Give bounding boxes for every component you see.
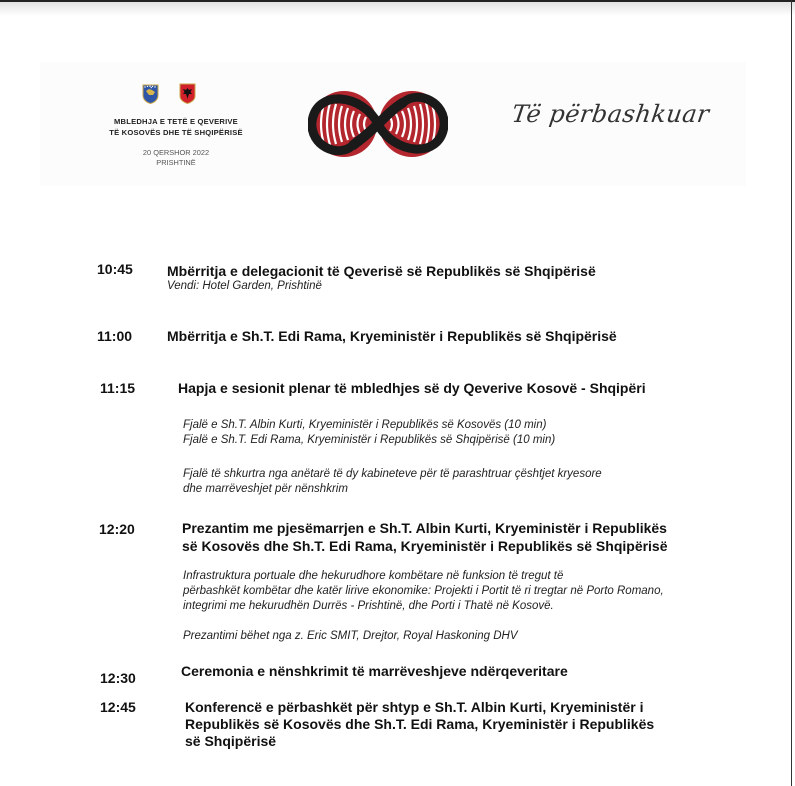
agenda-note: Infrastruktura portuale dhe hekurudhore kombëtare në funksion të tregut të: [183, 570, 564, 582]
page-right-border: [791, 0, 792, 786]
agenda-time: 12:45: [100, 699, 136, 715]
agenda-title: Mbërritja e Sh.T. Edi Rama, Kryeministër i Republikës së Shqipërisë: [167, 328, 617, 344]
agenda-time: 10:45: [97, 261, 133, 277]
agenda-note: Fjalë e Sh.T. Edi Rama, Kryeministër i Republikës së Shqipërisë (10 min): [183, 434, 556, 446]
agenda-title: Republikës së Kosovës dhe Sh.T. Edi Rama, Kryeministër i Republikës: [185, 716, 655, 732]
agenda-note: integrimi me hekurudhën Durrës - Prishtinë, dhe Porti i Thatë në Kosovë.: [183, 600, 554, 612]
meeting-title-line-1: MBLEDHJA E TETË E QEVERIVE: [114, 117, 238, 126]
kosovo-emblem-icon: [142, 82, 159, 104]
meeting-date: 20 QERSHOR 2022: [142, 148, 210, 157]
agenda-title: së Shqipërisë: [185, 733, 277, 749]
page-top-shadow: [0, 2, 795, 16]
agenda-time: 11:00: [97, 328, 133, 344]
agenda-note: Prezantimi bëhet nga z. Eric SMIT, Drejtor, Royal Haskoning DHV: [183, 630, 518, 642]
agenda-title: Prezantim me pjesëmarrjen e Sh.T. Albin Kurti, Kryeministër i Republikës: [182, 520, 667, 536]
agenda-time: 11:15: [100, 380, 136, 396]
meeting-title-line-2: TË KOSOVËS DHE TË SHQIPËRISË: [109, 128, 243, 137]
agenda-title: Ceremonia e nënshkrimit të marrëveshjeve ndërqeveritare: [181, 663, 568, 679]
meeting-place: PRISHTINË: [156, 158, 196, 167]
agenda-note: Fjalë të shkurtra nga anëtarë të dy kabineteve për të parashtruar çështjet kryesore: [183, 468, 602, 480]
agenda-title: Mbërritja e delegacionit të Qeverisë së Republikës së Shqipërisë: [167, 263, 596, 279]
agenda-note: Vendi: Hotel Garden, Prishtinë: [167, 280, 322, 292]
agenda-time: 12:20: [99, 521, 135, 537]
agenda-note: dhe marrëveshjet për nënshkrim: [183, 483, 348, 495]
infinity-logo-icon: [308, 84, 448, 164]
agenda-title: Konferencë e përbashkët për shtyp e Sh.T. Albin Kurti, Kryeministër i: [185, 699, 644, 715]
agenda-title: së Kosovës dhe Sh.T. Edi Rama, Kryeministër i Republikës së Shqipërisë: [182, 538, 668, 554]
agenda-note: Fjalë e Sh.T. Albin Kurti, Kryeministër i Republikës së Kosovës (10 min): [183, 419, 547, 431]
agenda-note: përbashkët kombëtar dhe katër lirive ekonomike: Projekti i Portit të ri tregtar në Porto Romano,: [183, 585, 664, 597]
coats-of-arms: [142, 82, 202, 108]
albania-emblem-icon: [179, 82, 196, 104]
slogan-text: Të përbashkuar: [510, 100, 712, 128]
agenda-title: Hapja e sesionit plenar të mbledhjes së dy Qeverive Kosovë - Shqipëri: [178, 380, 646, 396]
agenda-time: 12:30: [100, 670, 136, 686]
